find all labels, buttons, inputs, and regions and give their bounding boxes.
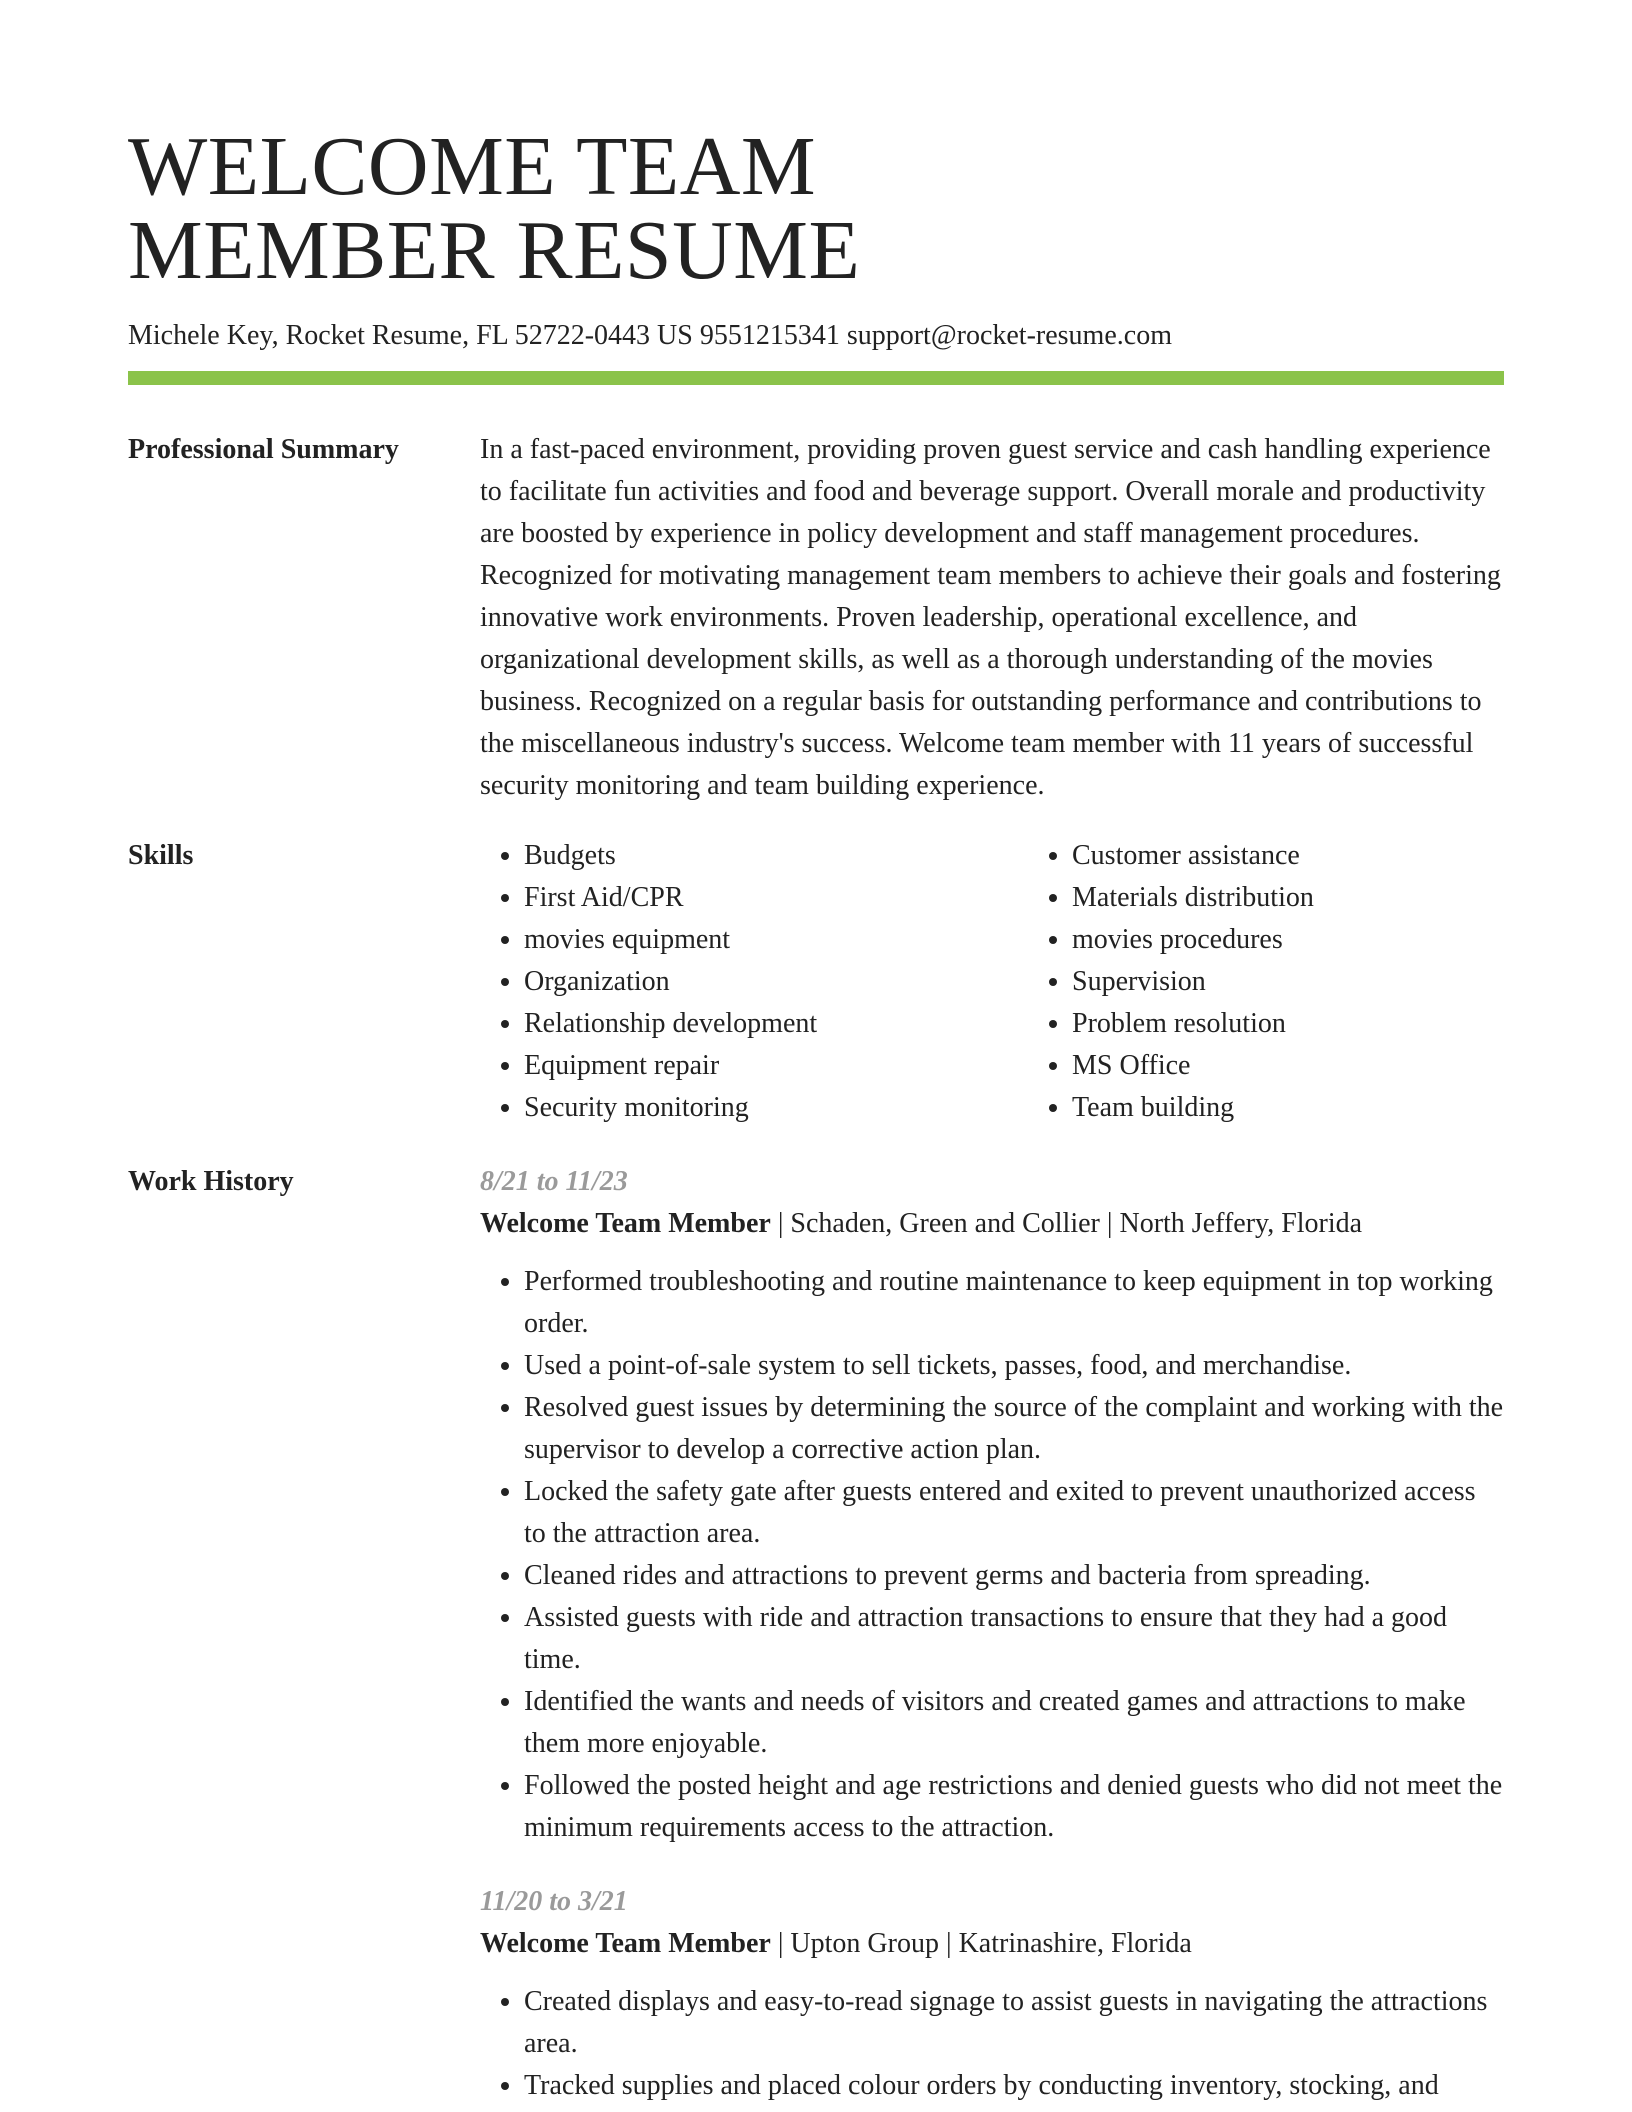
skills-label: Skills [128,840,194,871]
skill-item: • movies equipment [524,919,1028,961]
work-history-label: Work History [128,1166,294,1197]
skill-item: • Organization [524,961,1028,1003]
skill-item: • MS Office [1072,1045,1576,1087]
job-dates: 11/20 to 3/21 [480,1886,628,1917]
job-entry [480,1881,1504,2107]
skill-item: • Supervision [1072,961,1576,1003]
skill-item: • Equipment repair [524,1045,1028,1087]
job-task: • Created displays and easy-to-read signage to assist guests in navigating the attractions area. [524,1981,1504,2065]
accent-divider [128,371,1504,385]
resume-title-line-1: WELCOME TEAM [128,120,817,213]
job-task: • Resolved guest issues by determining the source of the complaint and working with the supervisor to develop a corrective action plan. [524,1387,1504,1471]
professional-summary-label: Professional Summary [128,434,399,465]
job-task: • Identified the wants and needs of visitors and created games and attractions to make them more enjoyable. [524,1681,1504,1765]
skills-columns [480,835,1576,1129]
skill-item: • Problem resolution [1072,1003,1576,1045]
resume-page [128,0,1504,2107]
skills-list-left [480,835,1028,1129]
job-details: | Schaden, Green and Collier | North Jeffery, Florida [770,1208,1363,1239]
job-task-list [480,1981,1504,2107]
skill-item: • First Aid/CPR [524,877,1028,919]
skill-item: • Customer assistance [1072,835,1576,877]
job-entry [480,1161,1504,1849]
skill-item: • Relationship development [524,1003,1028,1045]
job-header [480,1203,1504,1245]
job-task: • Performed troubleshooting and routine maintenance to keep equipment in top working order. [524,1261,1504,1345]
job-task: • Cleaned rides and attractions to prevent germs and bacteria from spreading. [524,1555,1504,1597]
resume-title-line-2: MEMBER RESUME [128,204,861,297]
job-header [480,1923,1504,1965]
skill-item: • movies procedures [1072,919,1576,961]
professional-summary-section [128,429,1504,807]
job-title: Welcome Team Member [480,1208,771,1239]
professional-summary-text: In a fast-paced environment, providing proven guest service and cash handling experience to facilitate fun activities and food and beverage support. Overall morale and productivity are boosted by experience in policy development and staff management procedures. Recognized for motivating management team members to achieve their goals and fostering innovative work environments. Proven leadership, operational excellence, and organizational development skills, as well as a thorough understanding of the movies business. Recognized on a regular basis for outstanding performance and contributions to the miscellaneous industry's success. Welcome team member with 11 years of successful security monitoring and team building experience. [480,434,1501,801]
job-task: • Locked the safety gate after guests entered and exited to prevent unauthorized access to the attraction area. [524,1471,1504,1555]
job-dates: 8/21 to 11/23 [480,1166,628,1197]
work-history-section [128,1161,1504,2107]
resume-title [128,0,1504,297]
skills-list-right [1028,835,1576,1129]
job-title: Welcome Team Member [480,1928,771,1959]
skill-item: • Team building [1072,1087,1576,1129]
job-task: • Used a point-of-sale system to sell tickets, passes, food, and merchandise. [524,1345,1504,1387]
skill-item: • Security monitoring [524,1087,1028,1129]
job-task: • Assisted guests with ride and attraction transactions to ensure that they had a good time. [524,1597,1504,1681]
skill-item: • Budgets [524,835,1028,877]
contact-info: Michele Key, Rocket Resume, FL 52722-0443 US 9551215341 support@rocket-resume.com [128,320,1172,351]
job-task: • Tracked supplies and placed colour orders by conducting inventory, stocking, and [524,2065,1504,2107]
skill-item: • Materials distribution [1072,877,1576,919]
job-task: • Followed the posted height and age restrictions and denied guests who did not meet the minimum requirements access to the attraction. [524,1765,1504,1849]
work-history-entries [480,1161,1504,2107]
job-task-list [480,1261,1504,1849]
skills-section [128,835,1504,1129]
job-details: | Upton Group | Katrinashire, Florida [770,1928,1192,1959]
